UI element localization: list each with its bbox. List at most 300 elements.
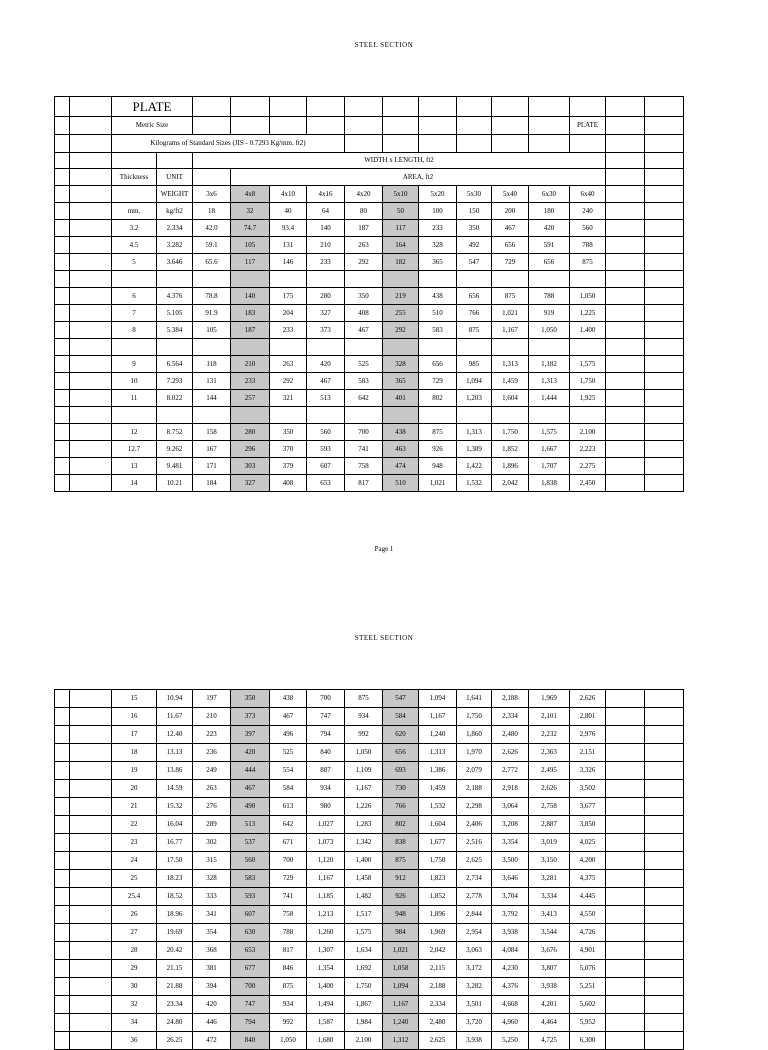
- area-cell: 653: [307, 475, 345, 492]
- area-cell: 6,300: [570, 1032, 606, 1050]
- area-cell: 303: [231, 458, 270, 475]
- area-cell: 1,459: [492, 373, 529, 390]
- area-cell: 2,495: [529, 762, 570, 780]
- mm-unit: mm.: [112, 203, 157, 220]
- area-cell: 327: [231, 475, 270, 492]
- weight-cell: 16.77: [157, 834, 193, 852]
- area-cell: 613: [270, 798, 307, 816]
- area-cell: 1,575: [570, 356, 606, 373]
- area-cell: 3,677: [570, 798, 606, 816]
- area-cell: 158: [193, 424, 231, 441]
- area-cell: 560: [307, 424, 345, 441]
- area-cell: 204: [270, 305, 307, 322]
- area-cell: 5,251: [570, 978, 606, 996]
- area-cell: 280: [231, 424, 270, 441]
- area-cell: 350: [231, 690, 270, 708]
- area-cell: 1,213: [307, 906, 345, 924]
- area-cell: 817: [270, 942, 307, 960]
- area-cell: 446: [193, 1014, 231, 1032]
- area-cell: 593: [231, 888, 270, 906]
- area-cell: 219: [383, 288, 419, 305]
- area-cell: 1,167: [492, 322, 529, 339]
- thickness-cell: 12.7: [112, 441, 157, 458]
- area-cell: 370: [270, 441, 307, 458]
- area-cell: 1,677: [419, 834, 457, 852]
- thickness-cell: 30: [112, 978, 157, 996]
- area-cell: 926: [383, 888, 419, 906]
- area-cell: 2,480: [419, 1014, 457, 1032]
- weight-cell: 3.282: [157, 237, 193, 254]
- area-cell: 4,464: [529, 1014, 570, 1032]
- size-heading: 5x40: [492, 186, 529, 203]
- area-cell: 948: [419, 458, 457, 475]
- page-header: STEEL SECTION: [354, 41, 414, 49]
- area-cell: 2,334: [419, 996, 457, 1014]
- thickness-cell: 9: [112, 356, 157, 373]
- area-cell: 321: [270, 390, 307, 407]
- area-cell: 513: [231, 816, 270, 834]
- area-cell: 1,050: [529, 322, 570, 339]
- kilograms-row: [55, 135, 684, 153]
- area-cell: 1,692: [345, 960, 383, 978]
- area-cell: 758: [270, 906, 307, 924]
- area-cell: 233: [270, 322, 307, 339]
- area-cell: 875: [457, 322, 492, 339]
- area-cell: 1,970: [457, 744, 492, 762]
- area-cell: 2,042: [492, 475, 529, 492]
- table-row: [55, 798, 684, 816]
- area-cell: 365: [419, 254, 457, 271]
- area-cell: 280: [307, 288, 345, 305]
- area-cell: 3,413: [529, 906, 570, 924]
- kilograms-note: Kilograms of Standard Sizes (JIS - 0.7293 Kg/mm. ft2): [112, 135, 345, 153]
- thickness-cell: 5: [112, 254, 157, 271]
- area-cell: 1,680: [307, 1032, 345, 1050]
- area-cell: 420: [307, 356, 345, 373]
- weight-heading: WEIGHT: [157, 186, 193, 203]
- area-cell: 292: [383, 322, 419, 339]
- table-row: [55, 373, 684, 390]
- area-cell: 584: [383, 708, 419, 726]
- table-row: [55, 288, 684, 305]
- area-cell: 593: [307, 441, 345, 458]
- area-cell: 1,203: [457, 390, 492, 407]
- size-heading: 6x40: [570, 186, 606, 203]
- area-cell: 1,494: [307, 996, 345, 1014]
- page-title: PLATE: [112, 97, 193, 117]
- area-cell: 3,063: [457, 942, 492, 960]
- area-cell: 105: [231, 237, 270, 254]
- area-cell: 1,167: [307, 870, 345, 888]
- area-cell: 1,667: [529, 441, 570, 458]
- area-cell: 560: [570, 220, 606, 237]
- thickness-cell: 36: [112, 1032, 157, 1050]
- area-cell: 3,544: [529, 924, 570, 942]
- area-cell: 263: [270, 356, 307, 373]
- area-cell: 5,602: [570, 996, 606, 1014]
- area-cell: 187: [231, 322, 270, 339]
- area-cell: 2,406: [457, 816, 492, 834]
- area-cell: 140: [307, 220, 345, 237]
- weight-cell: 8.022: [157, 390, 193, 407]
- area-cell: 117: [231, 254, 270, 271]
- area-cell: 1,458: [345, 870, 383, 888]
- area-cell: 607: [231, 906, 270, 924]
- table-row: [55, 780, 684, 798]
- area-cell: 328: [383, 356, 419, 373]
- thickness-cell: 29: [112, 960, 157, 978]
- area-cell: 1,313: [529, 373, 570, 390]
- thickness-cell: 18: [112, 744, 157, 762]
- area-cell: 2,758: [529, 798, 570, 816]
- table-row: [55, 237, 684, 254]
- area-cell: 1,896: [419, 906, 457, 924]
- area-cell: 210: [193, 708, 231, 726]
- area-cell: 1,073: [307, 834, 345, 852]
- table-row: [55, 852, 684, 870]
- weight-cell: 2.334: [157, 220, 193, 237]
- area-cell: 4,230: [492, 960, 529, 978]
- area-cell: 656: [492, 237, 529, 254]
- thickness-cell: 20: [112, 780, 157, 798]
- area-cell: 1,386: [419, 762, 457, 780]
- area-cell: 875: [270, 978, 307, 996]
- area-cell: 3,150: [529, 852, 570, 870]
- thickness-cell: 28: [112, 942, 157, 960]
- area-cell: 233: [307, 254, 345, 271]
- area-cell: 292: [345, 254, 383, 271]
- weight-cell: 19.69: [157, 924, 193, 942]
- area-cell: 671: [270, 834, 307, 852]
- area-cell: 1,641: [457, 690, 492, 708]
- area-cell: 233: [231, 373, 270, 390]
- area-cell: 741: [270, 888, 307, 906]
- area-cell: 875: [570, 254, 606, 271]
- area-cell: 78.8: [193, 288, 231, 305]
- area-cell: 537: [231, 834, 270, 852]
- thickness-cell: 25: [112, 870, 157, 888]
- area-cell: 934: [270, 996, 307, 1014]
- area-cell: 583: [345, 373, 383, 390]
- area-cell: 2,232: [529, 726, 570, 744]
- size-heading: 4x20: [345, 186, 383, 203]
- area-cell: 420: [231, 744, 270, 762]
- area-cell: 4,668: [492, 996, 529, 1014]
- weight-cell: 18.96: [157, 906, 193, 924]
- table-row: [55, 475, 684, 492]
- area-cell: 2,976: [570, 726, 606, 744]
- area-cell: 210: [307, 237, 345, 254]
- area-cell: 496: [270, 726, 307, 744]
- table-row: [55, 942, 684, 960]
- area-cell: 492: [457, 237, 492, 254]
- area-cell: 729: [419, 373, 457, 390]
- thickness-unit-row: [55, 169, 684, 186]
- area-cell: 2,954: [457, 924, 492, 942]
- weight-cell: 23.34: [157, 996, 193, 1014]
- area-cell: 5,250: [492, 1032, 529, 1050]
- area-cell: 1,634: [345, 942, 383, 960]
- area-cell: 1,094: [457, 373, 492, 390]
- area-cell: 2,298: [457, 798, 492, 816]
- area-cell: 3,938: [457, 1032, 492, 1050]
- area-cell: 397: [231, 726, 270, 744]
- thickness-cell: 19: [112, 762, 157, 780]
- area-cell: 1,167: [419, 708, 457, 726]
- area-cell: 802: [419, 390, 457, 407]
- area-cell: 276: [193, 798, 231, 816]
- table-row: [55, 305, 684, 322]
- area-cell: 420: [529, 220, 570, 237]
- area-cell: 985: [457, 356, 492, 373]
- area-cell: 788: [529, 288, 570, 305]
- area-cell: 2,734: [457, 870, 492, 888]
- area-cell: 1,459: [419, 780, 457, 798]
- area-cell: 467: [492, 220, 529, 237]
- area-cell: 1,575: [345, 924, 383, 942]
- area-cell: 2,801: [570, 708, 606, 726]
- area-value: 240: [570, 203, 606, 220]
- area-cell: 980: [307, 798, 345, 816]
- area-cell: 1,750: [419, 852, 457, 870]
- plate-table-page-1: [54, 96, 684, 492]
- thickness-cell: 10: [112, 373, 157, 390]
- area-cell: 875: [383, 852, 419, 870]
- spacer-row: [55, 339, 684, 356]
- weight-cell: 18.23: [157, 870, 193, 888]
- area-cell: 4,025: [570, 834, 606, 852]
- weight-cell: 10.21: [157, 475, 193, 492]
- area-cell: 175: [270, 288, 307, 305]
- area-cell: 513: [307, 390, 345, 407]
- area-cell: 4,200: [570, 852, 606, 870]
- area-cell: 729: [492, 254, 529, 271]
- table-row: [55, 996, 684, 1014]
- table-row: [55, 254, 684, 271]
- weight-cell: 13.13: [157, 744, 193, 762]
- area-cell: 1,750: [492, 424, 529, 441]
- area-cell: 1,867: [345, 996, 383, 1014]
- area-cell: 2,042: [419, 942, 457, 960]
- area-cell: 4,376: [492, 978, 529, 996]
- spacer-row: [55, 271, 684, 288]
- area-cell: 3,938: [492, 924, 529, 942]
- area-cell: 584: [270, 780, 307, 798]
- area-value: 150: [457, 203, 492, 220]
- area-cell: 42.0: [193, 220, 231, 237]
- area-cell: 182: [383, 254, 419, 271]
- thickness-cell: 24: [112, 852, 157, 870]
- spacer-row: [55, 407, 684, 424]
- table-row: [55, 744, 684, 762]
- area-cell: 341: [193, 906, 231, 924]
- area-value: 80: [345, 203, 383, 220]
- area-cell: 547: [457, 254, 492, 271]
- plate-tag: PLATE: [570, 117, 606, 135]
- plate-data-body-page-1: [55, 220, 684, 492]
- thickness-cell: 25.4: [112, 888, 157, 906]
- area-cell: 3,500: [492, 852, 529, 870]
- area-cell: 2,188: [492, 690, 529, 708]
- thickness-heading: Thickness: [112, 169, 157, 186]
- thickness-cell: 21: [112, 798, 157, 816]
- area-cell: 490: [231, 798, 270, 816]
- area-cell: 2,115: [419, 960, 457, 978]
- area-cell: 1,604: [419, 816, 457, 834]
- area-cell: 1,240: [419, 726, 457, 744]
- area-cell: 167: [193, 441, 231, 458]
- size-heading: 4x16: [307, 186, 345, 203]
- area-cell: 2,363: [529, 744, 570, 762]
- plate-data-body-page-2: [55, 690, 684, 1050]
- thickness-cell: 14: [112, 475, 157, 492]
- area-cell: 328: [193, 870, 231, 888]
- area-cell: 846: [270, 960, 307, 978]
- area-cell: 1,225: [570, 305, 606, 322]
- area-cell: 700: [307, 690, 345, 708]
- area-cell: 3,334: [529, 888, 570, 906]
- area-value: 40: [270, 203, 307, 220]
- thickness-cell: 12: [112, 424, 157, 441]
- area-cell: 912: [383, 870, 419, 888]
- area-cell: 3,354: [492, 834, 529, 852]
- weight-cell: 15.32: [157, 798, 193, 816]
- area-cell: 630: [231, 924, 270, 942]
- area-value: 64: [307, 203, 345, 220]
- area-cell: 144: [193, 390, 231, 407]
- area-value: 18: [193, 203, 231, 220]
- area-cell: 249: [193, 762, 231, 780]
- area-cell: 730: [383, 780, 419, 798]
- table-row: [55, 708, 684, 726]
- weight-cell: 5.384: [157, 322, 193, 339]
- area-cell: 656: [383, 744, 419, 762]
- weight-cell: 9.262: [157, 441, 193, 458]
- area-cell: 992: [270, 1014, 307, 1032]
- area-cell: 1,750: [570, 373, 606, 390]
- area-cell: 656: [419, 356, 457, 373]
- size-heading: 3x6: [193, 186, 231, 203]
- weight-cell: 21.15: [157, 960, 193, 978]
- area-cell: 2,918: [492, 780, 529, 798]
- area-cell: 1,050: [570, 288, 606, 305]
- area-cell: 656: [529, 254, 570, 271]
- area-cell: 1,852: [492, 441, 529, 458]
- table-row: [55, 870, 684, 888]
- area-cell: 164: [383, 237, 419, 254]
- area-cell: 1,482: [345, 888, 383, 906]
- area-cell: 817: [345, 475, 383, 492]
- table-row: [55, 762, 684, 780]
- area-cell: 350: [345, 288, 383, 305]
- area-cell: 381: [193, 960, 231, 978]
- area-cell: 184: [193, 475, 231, 492]
- area-cell: 840: [231, 1032, 270, 1050]
- metric-size-row: [55, 117, 684, 135]
- area-cell: 700: [231, 978, 270, 996]
- area-value: 50: [383, 203, 419, 220]
- area-cell: 3,502: [570, 780, 606, 798]
- area-cell: 257: [231, 390, 270, 407]
- area-cell: 875: [419, 424, 457, 441]
- area-cell: 1,185: [307, 888, 345, 906]
- area-cell: 1,750: [457, 708, 492, 726]
- width-length-heading: WIDTH x LENGTH, ft2: [193, 153, 606, 169]
- area-cell: 1,532: [457, 475, 492, 492]
- area-cell: 171: [193, 458, 231, 475]
- thickness-cell: 11: [112, 390, 157, 407]
- area-cell: 105: [193, 322, 231, 339]
- area-cell: 333: [193, 888, 231, 906]
- area-cell: 926: [419, 441, 457, 458]
- area-cell: 1,109: [345, 762, 383, 780]
- area-cell: 1,444: [529, 390, 570, 407]
- area-cell: 255: [383, 305, 419, 322]
- area-cell: 4,960: [492, 1014, 529, 1032]
- area-cell: 2,100: [345, 1032, 383, 1050]
- area-cell: 444: [231, 762, 270, 780]
- area-cell: 93.4: [270, 220, 307, 237]
- area-cell: 408: [270, 475, 307, 492]
- thickness-cell: 8: [112, 322, 157, 339]
- area-cell: 1,400: [345, 852, 383, 870]
- table-row: [55, 441, 684, 458]
- thickness-cell: 13: [112, 458, 157, 475]
- thickness-cell: 23: [112, 834, 157, 852]
- area-cell: 187: [345, 220, 383, 237]
- area-cell: 1,050: [270, 1032, 307, 1050]
- area-cell: 223: [193, 726, 231, 744]
- area-cell: 302: [193, 834, 231, 852]
- area-cell: 747: [307, 708, 345, 726]
- area-cell: 91.9: [193, 305, 231, 322]
- page-number: Page 1: [374, 545, 394, 553]
- table-row: [55, 924, 684, 942]
- weight-cell: 21.88: [157, 978, 193, 996]
- areas-row: [55, 203, 684, 220]
- area-cell: 183: [231, 305, 270, 322]
- area-cell: 4,375: [570, 870, 606, 888]
- area-cell: 1,313: [492, 356, 529, 373]
- area-cell: 474: [383, 458, 419, 475]
- thickness-cell: 17: [112, 726, 157, 744]
- area-cell: 2,516: [457, 834, 492, 852]
- metric-size-label: Metric Size: [112, 117, 193, 135]
- area-cell: 747: [231, 996, 270, 1014]
- area-cell: 1,021: [492, 305, 529, 322]
- area-cell: 700: [345, 424, 383, 441]
- area-cell: 373: [307, 322, 345, 339]
- table-row: [55, 816, 684, 834]
- area-cell: 741: [345, 441, 383, 458]
- area-cell: 140: [231, 288, 270, 305]
- area-cell: 3,208: [492, 816, 529, 834]
- area-cell: 1,838: [529, 475, 570, 492]
- table-row: [55, 888, 684, 906]
- width-length-row: [55, 153, 684, 169]
- weight-cell: 10.94: [157, 690, 193, 708]
- area-cell: 263: [193, 780, 231, 798]
- area-cell: 1,094: [419, 690, 457, 708]
- area-heading: AREA, ft2: [231, 169, 606, 186]
- area-value: 180: [529, 203, 570, 220]
- table-row: [55, 726, 684, 744]
- area-cell: 74.7: [231, 220, 270, 237]
- sizes-row: [55, 186, 684, 203]
- area-cell: 3,501: [457, 996, 492, 1014]
- area-cell: 438: [270, 690, 307, 708]
- area-cell: 554: [270, 762, 307, 780]
